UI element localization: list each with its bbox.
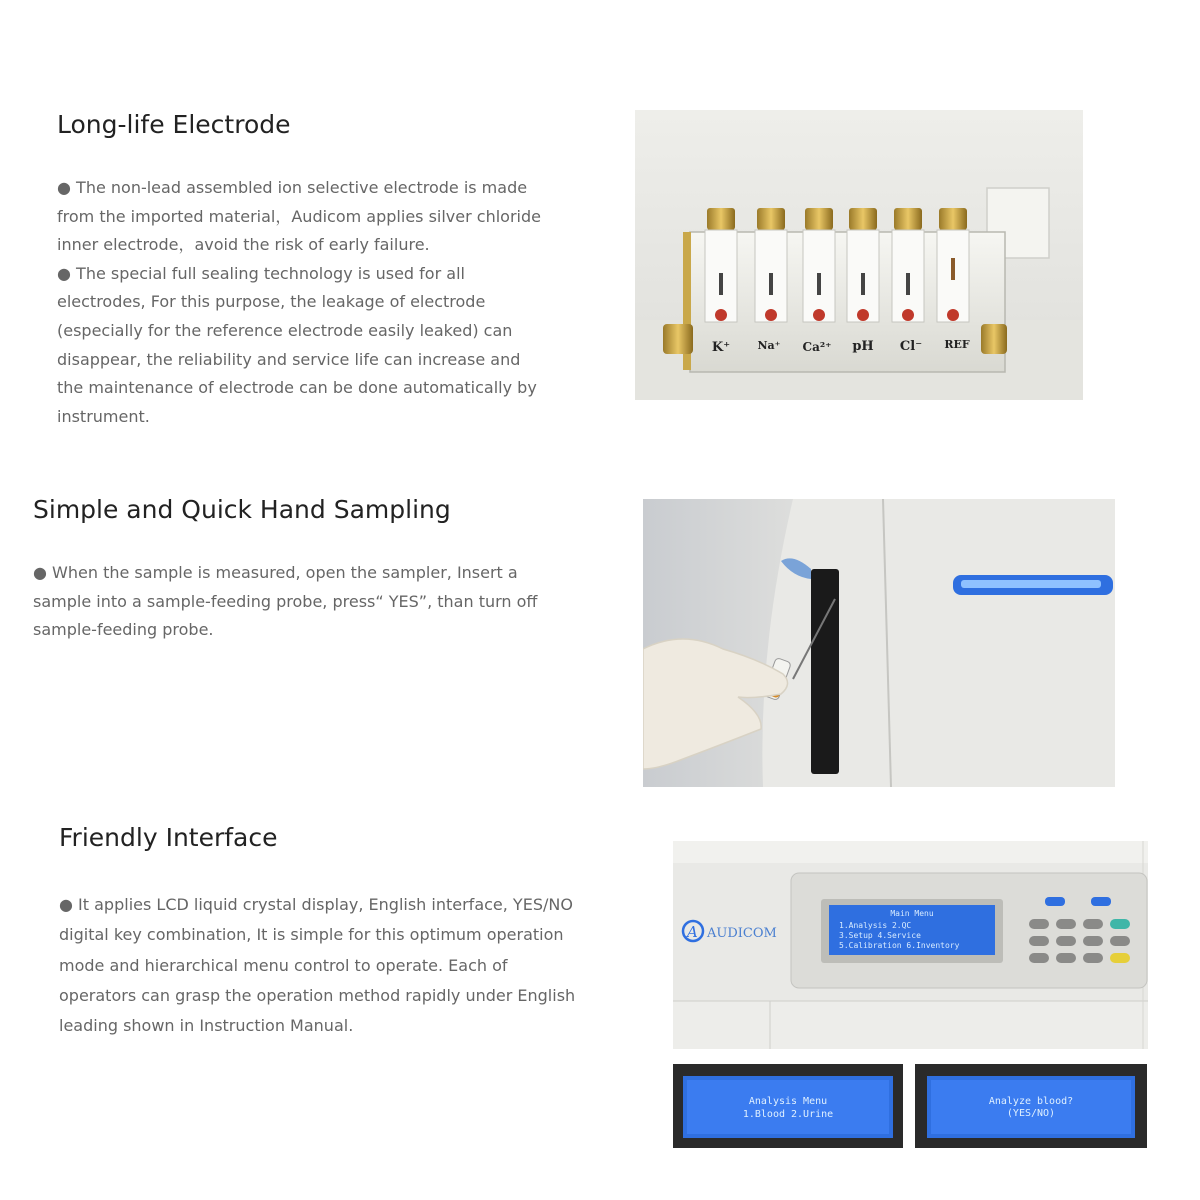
sampling-photo <box>643 499 1115 787</box>
lcd-line: Analyze blood? <box>988 1096 1074 1107</box>
lcd-main-line: 1.Analysis 2.QC <box>839 921 912 930</box>
lcd-main-line: Main Menu <box>890 909 934 918</box>
electrode-label-cl: Cl⁻ <box>899 339 923 354</box>
electrode-label-ref: REF <box>944 338 970 351</box>
electrode-label-na: Na⁺ <box>757 339 781 352</box>
lcd-line: 1.Blood 2.Urine <box>742 1109 834 1120</box>
bullet-text: ● The non-lead assembled ion selective electrode is made from the imported material，Audicom applies silver chloride inner electrode，avoid the risk of early failure. <box>57 178 541 255</box>
instrument-panel-photo <box>673 841 1148 1049</box>
svg-text:A: A <box>687 923 698 941</box>
section-title-sampling: Simple and Quick Hand Sampling <box>33 495 451 524</box>
bullet-text: ● The special full sealing technology is used for all electrodes, For this purpose, the leakage of electrode (especially for the reference electrode easily leaked) can disappear, the reliability and service life can increase and the maintenance of electrode can be done automatically by instrument. <box>57 263 537 426</box>
lcd-line: (YES/NO) <box>1006 1108 1056 1119</box>
section-title-interface: Friendly Interface <box>59 823 278 852</box>
lcd-line: Analysis Menu <box>748 1096 828 1107</box>
electrode-label-ph: pH <box>852 339 874 354</box>
lcd-main-line: 5.Calibration 6.Inventory <box>839 941 960 950</box>
bullet-text: ● When the sample is measured, open the sampler, Insert a sample into a sample-feeding probe, press“ YES”, than turn off sample-feeding probe. <box>33 563 538 640</box>
electrode-description <box>57 174 547 431</box>
bullet-text: ● It applies LCD liquid crystal display, English interface, YES/NO digital key combination, It is simple for this optimum operation mode and hierarchical menu control to operate. Each of operators can grasp the operation method rapidly under English leading shown in Instruction Manual. <box>59 895 576 1036</box>
electrode-label-ca: Ca²⁺ <box>802 340 832 354</box>
lcd-confirm-screen <box>915 1064 1147 1148</box>
interface-description <box>59 890 589 1041</box>
electrode-label-k: K⁺ <box>711 340 731 355</box>
lcd-main-line: 3.Setup 4.Service <box>839 931 921 940</box>
section-title-electrode: Long-life Electrode <box>57 110 291 139</box>
electrode-photo <box>635 110 1083 400</box>
brand-logo-text: AUDICOM <box>707 926 777 941</box>
sampling-description <box>33 559 553 645</box>
lcd-analysis-menu <box>673 1064 903 1148</box>
